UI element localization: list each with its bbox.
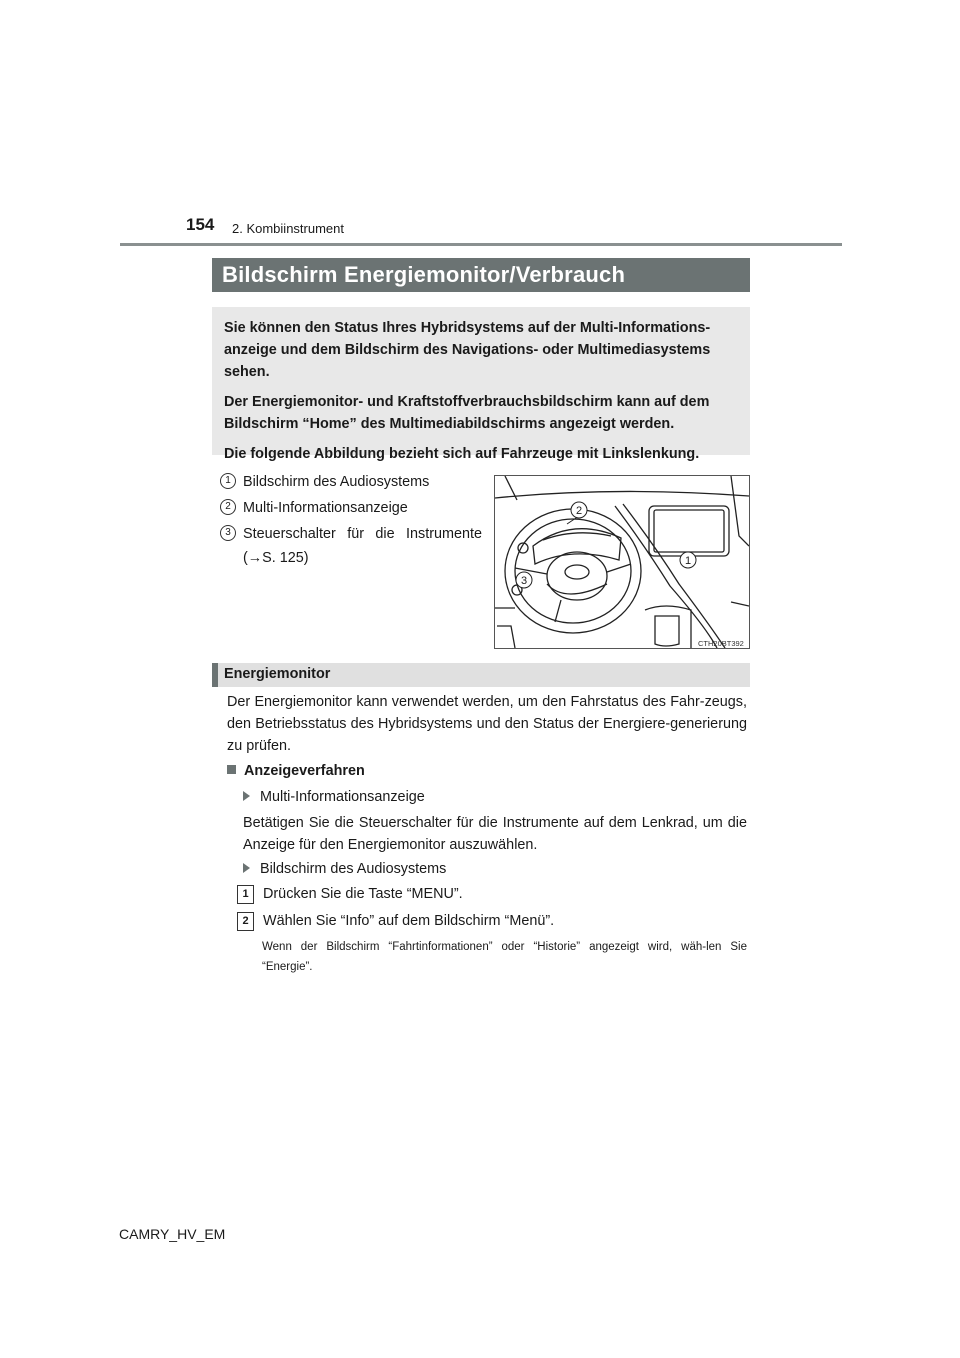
page-reference-link[interactable]: (→S. 125) xyxy=(243,550,309,566)
note-text: Wenn der Bildschirm “Fahrtinformationen” oder “Historie” angezeigt wird, wäh-len Sie “Energie”. xyxy=(262,941,747,973)
dashboard-drawing xyxy=(495,476,749,648)
callout-item-3 xyxy=(220,522,482,570)
callout-label: Multi-Informationsanzeige xyxy=(243,500,408,516)
figure-code: CTH20BT392 xyxy=(698,639,744,648)
intro-paragraph-1: Sie können den Status Ihres Hybridsystems auf der Multi-Informations-anzeige und dem Bildschirm des Navigations- oder Multimediasystems sehen. xyxy=(224,320,711,380)
step-number: 1 xyxy=(237,885,254,904)
callout-item-2 xyxy=(220,496,482,520)
subsection-header xyxy=(212,663,750,687)
intro-paragraph-2: Der Energiemonitor- und Kraftstoffverbrauchsbildschirm kann auf dem Bildschirm “Home” des Multimediabildschirms angezeigt werden. xyxy=(224,394,710,432)
triangle-bullet-icon xyxy=(243,791,250,801)
subsection-title: Energiemonitor xyxy=(224,666,331,682)
section-title: Bildschirm Energiemonitor/Verbrauch xyxy=(212,258,750,292)
energiemonitor-description: Der Energiemonitor kann verwendet werden, um den Fahrstatus des Fahr-zeugs, den Betriebsstatus des Hybridsystems und den Status der Energiere-generierung zu prüfen. xyxy=(227,694,747,754)
callout-label: Steuerschalter für die Instrumente xyxy=(243,526,482,542)
callout-number: 2 xyxy=(220,499,236,515)
option-multi-info: Multi-Informationsanzeige xyxy=(243,786,425,808)
callout-label: Bildschirm des Audiosystems xyxy=(243,474,430,490)
subsection-accent-bar xyxy=(212,663,218,687)
figure-label-3: 3 xyxy=(520,575,528,587)
triangle-bullet-icon xyxy=(243,863,250,873)
callout-item-1 xyxy=(220,470,482,494)
header-divider xyxy=(120,243,842,246)
callout-number: 3 xyxy=(220,525,236,541)
step-1: 1 Drücken Sie die Taste “MENU”. xyxy=(237,883,463,905)
option-audio-screen: Bildschirm des Audiosystems xyxy=(243,858,446,880)
intro-box xyxy=(212,307,750,462)
page-number: 154 xyxy=(186,215,215,234)
option-multi-info-description: Betätigen Sie die Steuerschalter für die Instrumente auf dem Lenkrad, um die Anzeige für den Energiemonitor auszuwählen. xyxy=(243,815,747,853)
callout-number: 1 xyxy=(220,473,236,489)
procedure-heading: Anzeigeverfahren xyxy=(227,760,365,782)
step-number: 2 xyxy=(237,912,254,931)
intro-paragraph-3: Die folgende Abbildung bezieht sich auf Fahrzeuge mit Linkslenkung. xyxy=(224,446,700,462)
dashboard-illustration xyxy=(494,475,750,649)
chapter-title: 2. Kombiinstrument xyxy=(232,221,344,236)
step-2: 2 Wählen Sie “Info” auf dem Bildschirm “Menü”. xyxy=(237,910,554,932)
figure-label-1: 1 xyxy=(684,555,692,567)
square-bullet-icon xyxy=(227,765,236,774)
footer-model-code: CAMRY_HV_EM xyxy=(119,1226,226,1242)
figure-label-2: 2 xyxy=(575,505,583,517)
callout-list xyxy=(220,470,482,572)
